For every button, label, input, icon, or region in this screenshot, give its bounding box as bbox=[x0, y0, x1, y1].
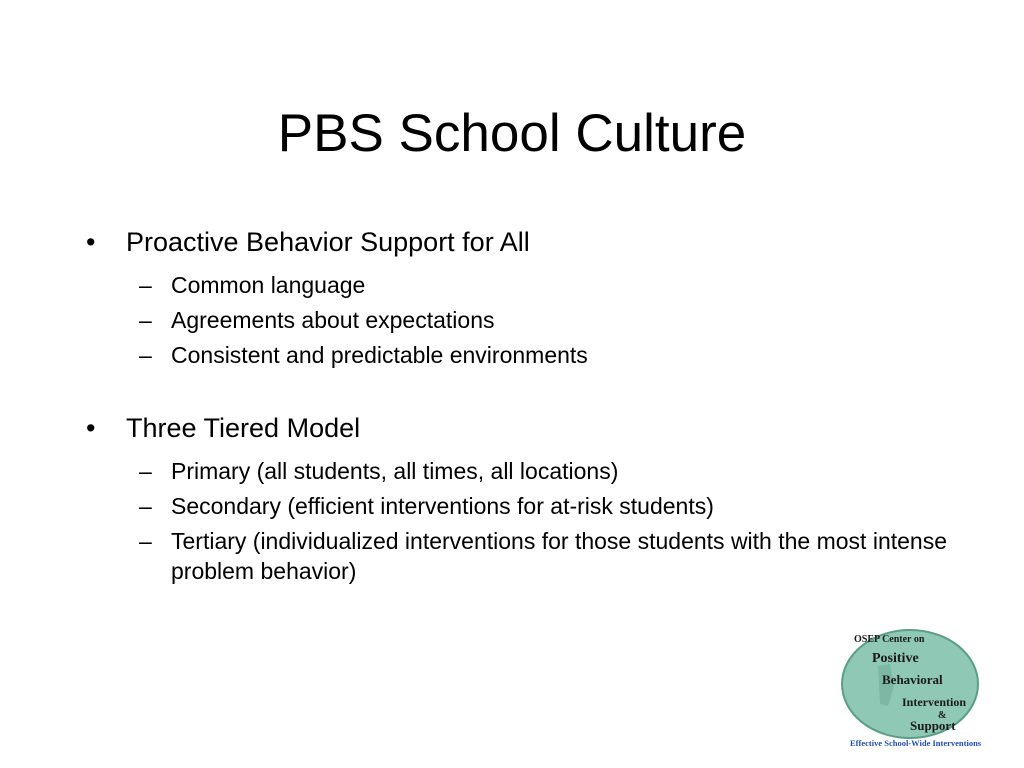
slide-content bbox=[86, 224, 956, 591]
dash-mark: – bbox=[139, 272, 152, 298]
slide-title: PBS School Culture bbox=[277, 104, 747, 163]
dash-mark: – bbox=[139, 528, 152, 554]
subitem-text: Secondary (efficient interventions for at-risk students) bbox=[171, 493, 714, 519]
logo-ampersand: & bbox=[938, 710, 947, 721]
logo-line-behavioral: Behavioral bbox=[882, 672, 943, 687]
logo-footer: Effective School-Wide Interventions bbox=[850, 738, 982, 748]
sublist-proactive-support bbox=[86, 270, 956, 370]
pbis-logo bbox=[838, 626, 1008, 752]
bullet-three-tiered-model bbox=[86, 410, 956, 446]
logo-header: OSEP Center on bbox=[854, 634, 925, 645]
logo-line-positive: Positive bbox=[872, 651, 919, 666]
dash-mark: – bbox=[139, 342, 152, 368]
bullet-label: Three Tiered Model bbox=[126, 413, 361, 443]
logo-line-support: Support bbox=[910, 718, 956, 733]
subitem bbox=[86, 270, 956, 300]
subitem bbox=[86, 305, 956, 335]
bullet-mark: • bbox=[86, 413, 96, 443]
subitem bbox=[86, 340, 956, 370]
dash-mark: – bbox=[139, 307, 152, 333]
logo-line-intervention: Intervention bbox=[902, 695, 966, 709]
dash-mark: – bbox=[139, 458, 152, 484]
subitem-text: Agreements about expectations bbox=[171, 307, 495, 333]
subitem bbox=[86, 456, 956, 486]
subitem-text: Tertiary (individualized interventions for those students with the most intense problem behavior) bbox=[171, 528, 948, 584]
subitem-text: Consistent and predictable environments bbox=[171, 342, 588, 368]
subitem bbox=[86, 491, 956, 521]
subitem-text: Common language bbox=[171, 272, 366, 298]
bullet-proactive-support bbox=[86, 224, 956, 260]
subitem bbox=[86, 526, 956, 586]
dash-mark: – bbox=[139, 493, 152, 519]
sublist-three-tiered-model bbox=[86, 456, 956, 586]
bullet-label: Proactive Behavior Support for All bbox=[126, 227, 530, 257]
bullet-mark: • bbox=[86, 227, 96, 257]
subitem-text: Primary (all students, all times, all locations) bbox=[171, 458, 619, 484]
